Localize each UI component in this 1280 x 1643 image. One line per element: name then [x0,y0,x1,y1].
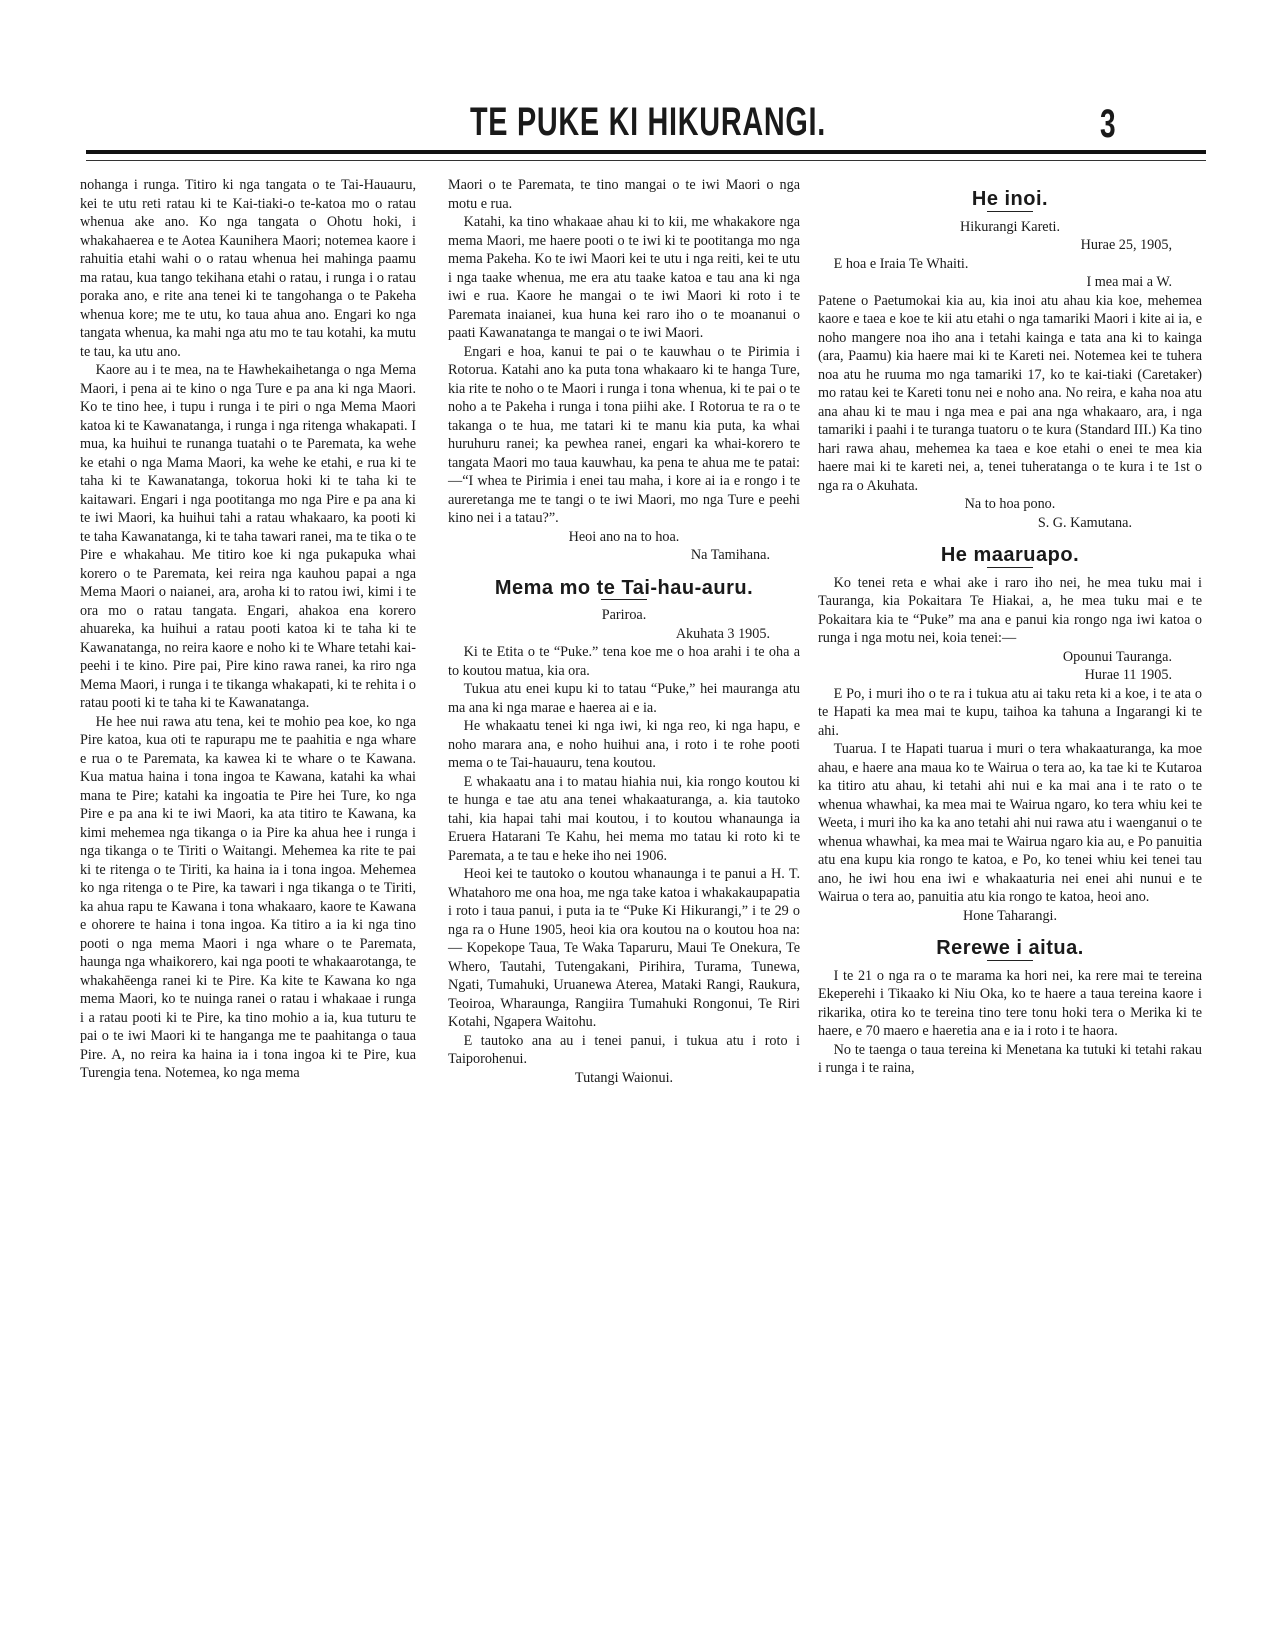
heading-rule [987,211,1033,212]
heading-rule [601,599,647,600]
masthead-thick-rule [86,150,1206,154]
paragraph: Ki te Etita o te “Puke.” tena koe me o hoa arahi i te oha a to koutou matua, kia ora. [448,644,800,679]
article-heading: He inoi. [971,188,1049,210]
paragraph: Heoi kei te tautoko o koutou whanaunga i te panui a H. T. Whatahoro me ona hoa, me nga take katoa i whakakaupapatia i roto i taua panui, i puta ia te “Puke Ki Hikurangi,” i te 29 o nga ra o Hune 1905, heoi kia ora koutou na o koutou hoa na:— Kopekope Taua, Te Waka Taparuru, Maui Te Onekura, Te Whero, Tautahi, Tutengakani, Pirihira, Turama, Tunewa, Ngati, Tumahuki, Uruanewa Aterea, Mataki Rangi, Raukura, Teoiroa, Wharaunga, Rangiira Tumahuki Rongonui, Te Riri Kotahi, Ngapera Waitohu. [448,866,800,1030]
paragraph: E hoa e Iraia Te Whaiti. [833,255,969,272]
paragraph: He whakaatu tenei ki nga iwi, ki nga reo, ki nga hapu, e noho marara ana, e noho huihui ana, i roto i te rohe pooti mema o te Tai-hauauru, tena koutou. [448,718,800,771]
right-aligned-line: I mea mai a W. [1086,274,1172,290]
paragraph: Patene o Paetumokai kia au, kia inoi atu ahau kia koe, mehemea kaore e taea e koe te kii atu etahi o nga tamariki Maori i kite ai ia, e noho mangere noa iho ana i tetahi kainga e tata ana ki to kainga (ara, Paamu) kia haere mai ki te Kareti nei. Notemea kei te tuhera noa atu he ruuma mo nga tamariki 17, ko te kai-tiaki (Caretaker) mo ratau kei te Kareti tonu nei e noho ana. No reira, e kaha noa atu ana ahau ki te mau i nga mea e pai ana nga whakaaro, ara, i nga tamariki i paahi i te turanga tuatoru o te kura (Standard III.) Ka tino hari rawa ahau, mehemea ka taea e koe etahi o enei te mea kia haere mai ki te kareti nei, a, tenei tuheratanga o te kura i te 1st o nga ra o Akuhata. [818,292,1202,494]
paragraph: I te 21 o nga ra o te marama ka hori nei, ka rere mai te tereina Ekeperehi i Tikaako ki Niu Oka, ko te haere a taua tereina kaore i rikarika, otira ko te tereina tino tere tonu hoki tera o Merika ki te haere, e 70 maero e haeretia ana e ia i roto i te haora. [818,967,1202,1039]
heading-rule [987,960,1033,961]
page-number: 3 [1100,102,1116,146]
centered-line: Na to hoa pono. [964,496,1056,512]
paragraph: E whakaatu ana i to matau hiahia nui, kia rongo koutou ki te hunga e tae atu ana tenei whakaaturanga, a. kia tautoko tahi, kia hapai tahi mai koutou, i to koutou whanaunga ia Eruera Hatarani Te Kahu, hei mema mo tatau ki roto ki te Paremata, a te tau e heke iho nei 1906. [448,773,800,864]
right-aligned-line: Hurae 25, 1905, [1080,237,1172,253]
masthead-thin-rule [86,160,1206,161]
paragraph: nohanga i runga. Titiro ki nga tangata o te Tai-Hauauru, kei te utu reti ratau ki te Kai-tiaki-o te-katoa mo o ratau whenua ake ano. Ko nga tangata o Ohotu hoki, i whakahaerea e te Aotea Kaunihera Maori; notemea kaore i rahuitia etahi wahi o o ratau whenua hei mahinga paamu ma ratau, kua tango tekihana etahi o ratau, i runga i o ratau poraka ano, e rite ana tenei ki te tangohanga o te Pakeha whenua kore; me te utu, ko taua ahua ano. Engari ko nga tangata whenua, ka mahi nga atu mo te tau kotahi, ka mutu te tau, ka utu ano. [80,177,416,360]
paragraph: Kaore au i te mea, na te Hawhekaihetanga o nga Mema Maori, i pena ai te kino o nga Ture e pa ana ki nga Maori. Ko te tino hee, i tupu i runga i te piri o nga Mema Maori katoa ki te Kawanatanga, i runga i nga ritenga whakapati. I mua, ka huihui te runanga tuatahi o te Paremata, ka wehe ke etahi o nga Mama Maori, ka wehe ke etahi, e rua ki te taha ki te Kawanatanga, tokorua hoki ki te taha ki te kaitawari. Engari i nga pootitanga mo nga Pire e pa ana ki te iwi Maori, ka huihui tahi a ratau whakaaro, ka pooti ki te taha Kawanatanga, ki te taha tawari ranei, ma te tika o te Pire e whakahau. Me titiro koe ki nga pukapuka whai korero o te Paremata, kei reira nga kauhou papai a nga Mema Maori o naianei, ara, aroha ki to ratou iwi, kimi i te ora mo o ratau tangata. Engari, ahakoa ena korero ahuareka, ka huihui a ratau pooti katoa ki te taha ki te Kawanatanga, no reira kaore e noho ki te Whare tetahi kai-peehi i te kino. Pire pai, Pire kino rawa ranei, ka riro nga Mema Maori, i runga i te tikanga whakapati, ki te rehita i o ratau pooti ki te taha ki te Kawanatanga. [80,362,416,711]
paragraph: E tautoko ana au i tenei panui, i tukua atu i roto i Taiporohenui. [448,1032,800,1067]
paragraph: Ko tenei reta e whai ake i raro iho nei, he mea tuku mai i Tauranga, kia Pokaitara Te Hiakai, a, he mea tuku mai e te Pokaitara kia te “Puke” ma ana e panui kia rongo nga iwi katoa o runga i nga motu nei, koia tenei:— [818,574,1202,646]
column-right [818,176,1202,1078]
centered-line: Heoi ano na to hoa. [568,528,680,545]
paragraph: Katahi, ka tino whakaae ahau ki to kii, me whakakore nga mema Maori, me haere pooti o te iwi ki te pootitanga mo nga mema Pakeha. Ko te iwi Maori kei te utu i nga reiti, kei te utu i nga taake whenua, me era atu taake katoa e tau ana ki nga iwi e rua. Kaore he mangai o te iwi Maori ki roto i te Paremata inaianei, kua huna kei raro iho o te moananui o paati Kawanatanga te mangai o te iwi Maori. [448,214,800,341]
article-heading: He maaruapo. [940,544,1080,566]
paragraph: No te taenga o taua tereina ki Menetana ka tutuki ki tetahi rakau i runga i te raina, [818,1041,1202,1076]
heading-rule [987,567,1033,568]
article-heading: Rerewe i aitua. [936,937,1084,959]
right-aligned-line: Hurae 11 1905. [1084,667,1172,683]
article-heading: Mema mo te Tai-hau-auru. [494,576,754,599]
signature: S. G. Kamutana. [1037,514,1132,531]
centered-line: Pariroa. [601,607,647,623]
column-left [80,176,416,1083]
masthead [0,100,1280,150]
right-aligned-line: Akuhata 3 1905. [675,625,770,642]
column-middle [448,176,800,1087]
paragraph: Tuarua. I te Hapati tuarua i muri o tera whakaaturanga, ka moe ahau, e haere ana maua ko te Wairua o tera ao, ka tae ki te Kutaroa ka titiro atu ahau, ki tetahi ahi nui e ka mai ana i te rato o te whenua whawhai, ka mea mai te Wairua ngaro, ko tera whiu kei te Weeta, i muri iho ka ka ano tetahi ahi nui rawa atu i waenganui o te whenua whawhai, ka mea mai te Wairua ngaro kia au, e Po panuitia atu ena kupu kia rongo te katoa, e Po, ko tenei whiu kei tenei tau ano, he iwi hou ena iwi e whakaaturia nei enei ahi nunui e te Wairua o tera ao, panuitia atu kia rongo te katoa, heoi ano. [818,741,1202,905]
centered-line: Tutangi Waionui. [574,1069,674,1086]
centered-line: Hone Taharangi. [962,907,1058,924]
right-aligned-line: Na Tamihana. [690,547,770,563]
paragraph: E Po, i muri iho o te ra i tukua atu ai taku reta ki a koe, i te ata o te Hapati ka mea mai te kupu, taihoa ka tahuna a Ingarangi ki te ahi. [818,685,1202,739]
right-aligned-line: Opounui Tauranga. [1062,648,1172,665]
paragraph: Engari e hoa, kanui te pai o te kauwhau o te Pirimia i Rotorua. Katahi ano ka puta tona whakaaro ki te hanga Ture, kia rite te noho o te Maori i runga i tona whenua, ki te pai o te noho a te Pakeha i runga i tona piihi ake. I Rotorua te ra o te takanga o te hua, me tatari ki te manu kia puta, ka whai huruhuru ranei; ka pewhea ranei, engari ka whai-korero te tangata Maori mo taua kauwhau, ka pena te ahua me te patai:—“I whea te Pirimia i enei tau maha, i kore ai ia e rongo i te aureretanga me te tangi o te iwi Maori, mo nga Ture e peehi kino nei i a tatau?”. [448,343,800,526]
paragraph: He hee nui rawa atu tena, kei te mohio pea koe, ko nga Pire katoa, kua oti te rapurapu me te paahitia e nga whare e rua o te Paremata, ka kawea ki te whare o te Kawana. Kua matua haina i tona ingoa te Kawana, katahi ka whai mana te Pire; katahi ka ingoatia te Pire hei Ture, ko nga Pire e pa ana ki te iwi Maori, ka ata titiro te Kawana, ka kimi mehemea nga tikanga o ia Pire ka ahua hee i runga i nga tikanga o te Tiriti o Waitangi. Mehemea ka rite te pai ki te ritenga o te Tiriti, ka haina ia i tona ingoa. Mehemea ko nga ritenga o te Pire, ka tawari i nga tikanga o te Tiriti, ka ahua rapu te Kawana i tona whakaaro, kaore te Kawana e ohorere te haina i tona ingoa. Ka titiro a ia ki nga tino pooti o nga mema Maori i nga whare o te Paremata, haunga nga whaikorero, kai nga pooti te whakaarotanga, te whakahēenga ranei ki te Pire. Ka kite te Kawana ko nga mema Maori, ko te nuinga ranei o ratau i whakaae i runga i a ratau pooti ki te Pire, ka tino mohio a ia, kua tuturu te pai o te iwi Maori ki te hanganga me te paahitanga o taua Pire. A, no reira ka haina ia i tona ingoa ki te Pire, kua Turengia tena. Notemea, ko nga mema [80,713,416,1081]
centered-line: Hikurangi Kareti. [959,218,1061,235]
newspaper-title: TE PUKE KI HIKURANGI. [470,100,826,144]
paragraph: Tukua atu enei kupu ki to tatau “Puke,” hei mauranga atu ma ana ki nga marae e haerea ai e ia. [448,681,800,716]
paragraph: Maori o te Paremata, te tino mangai o te iwi Maori o nga motu e rua. [448,177,800,212]
